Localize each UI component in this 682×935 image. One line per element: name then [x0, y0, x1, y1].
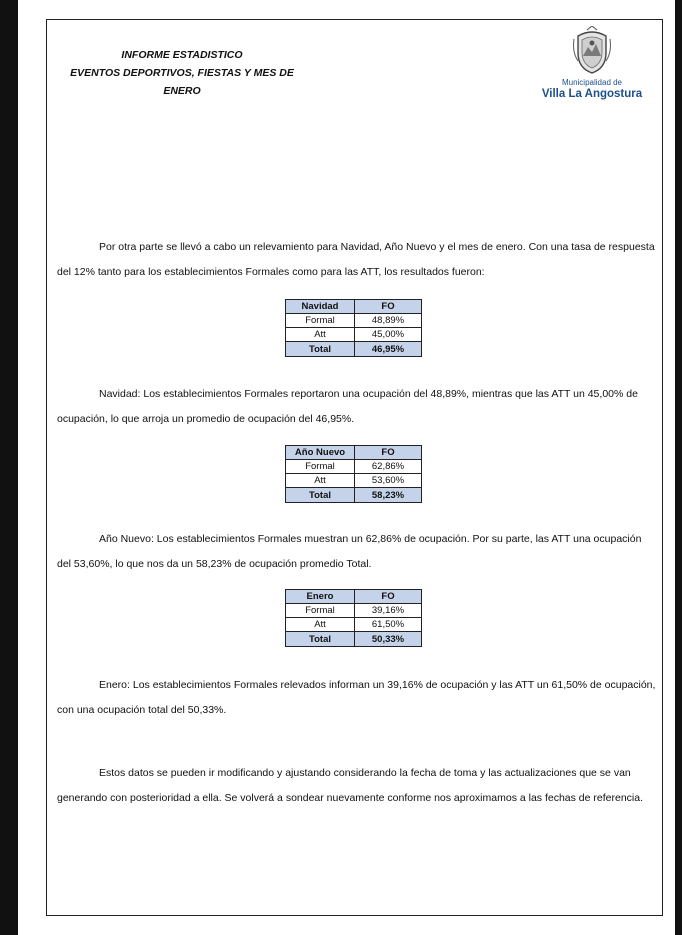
table-row — [286, 460, 422, 474]
table-total-row — [286, 632, 422, 647]
municipality-logo — [527, 26, 657, 101]
table-cell: Total — [286, 488, 355, 503]
closing-paragraph: Estos datos se pueden ir modificando y ajustando considerando la fecha de toma y las actualizaciones que se van generando con posterioridad a ella. Se volverá a sondear nuevamente conforme nos aproximamos a las fechas de referencia. — [57, 767, 644, 804]
table-cell: 58,23% — [355, 488, 422, 503]
logo-title: Villa La Angostura — [541, 88, 643, 100]
right-dark-margin — [675, 0, 682, 935]
left-dark-margin — [0, 0, 18, 935]
table-cell: 61,50% — [355, 618, 422, 632]
report-title-line-2: EVENTOS DEPORTIVOS, FIESTAS Y MES DE — [70, 67, 294, 79]
table-header-cell: Navidad — [286, 300, 355, 314]
table-header-cell: FO — [355, 446, 422, 460]
intro-paragraph: Por otra parte se llevó a cabo un relevamiento para Navidad, Año Nuevo y el mes de enero. Con una tasa de respuesta del 12% tanto para los establecimientos Formales como para las ATT, los resultados fueron: — [57, 241, 655, 278]
enero-table — [285, 589, 422, 647]
report-title-line-1: INFORME ESTADISTICO — [121, 49, 243, 61]
table-cell: Att — [286, 474, 355, 488]
table-cell: Total — [286, 342, 355, 357]
table-cell: 50,33% — [355, 632, 422, 647]
navidad-table — [285, 299, 422, 357]
coat-of-arms-icon — [569, 26, 615, 76]
table-row — [286, 314, 422, 328]
table-header-cell: Enero — [286, 590, 355, 604]
enero-paragraph: Enero: Los establecimientos Formales relevados informan un 39,16% de ocupación y las ATT un 61,50% de ocupación, con una ocupación total del 50,33%. — [57, 679, 656, 716]
table-cell: Att — [286, 618, 355, 632]
document-page — [46, 19, 663, 916]
table-cell: 48,89% — [355, 314, 422, 328]
table-row — [286, 474, 422, 488]
table-row — [286, 328, 422, 342]
table-header-cell: Año Nuevo — [286, 446, 355, 460]
report-title-line-3: ENERO — [163, 85, 201, 97]
anio-nuevo-paragraph: Año Nuevo: Los establecimientos Formales muestran un 62,86% de ocupación. Por su parte, las ATT una ocupación del 53,60%, lo que nos da un 58,23% de ocupación promedio Total. — [57, 533, 642, 570]
table-cell: 62,86% — [355, 460, 422, 474]
table-cell: 45,00% — [355, 328, 422, 342]
table-cell: 39,16% — [355, 604, 422, 618]
navidad-paragraph: Navidad: Los establecimientos Formales reportaron una ocupación del 48,89%, mientras que las ATT un 45,00% de ocupación, lo que arroja un promedio de ocupación del 46,95%. — [57, 388, 638, 425]
table-cell: Att — [286, 328, 355, 342]
table-cell: Formal — [286, 314, 355, 328]
table-total-row — [286, 488, 422, 503]
table-cell: Formal — [286, 604, 355, 618]
table-row — [286, 604, 422, 618]
table-cell: Formal — [286, 460, 355, 474]
table-header-cell: FO — [355, 590, 422, 604]
table-cell: Total — [286, 632, 355, 647]
logo-subtitle: Municipalidad de — [561, 78, 623, 87]
table-total-row — [286, 342, 422, 357]
table-cell: 46,95% — [355, 342, 422, 357]
table-header-cell: FO — [355, 300, 422, 314]
report-title — [47, 46, 317, 100]
table-row — [286, 618, 422, 632]
table-cell: 53,60% — [355, 474, 422, 488]
anio-nuevo-table — [285, 445, 422, 503]
